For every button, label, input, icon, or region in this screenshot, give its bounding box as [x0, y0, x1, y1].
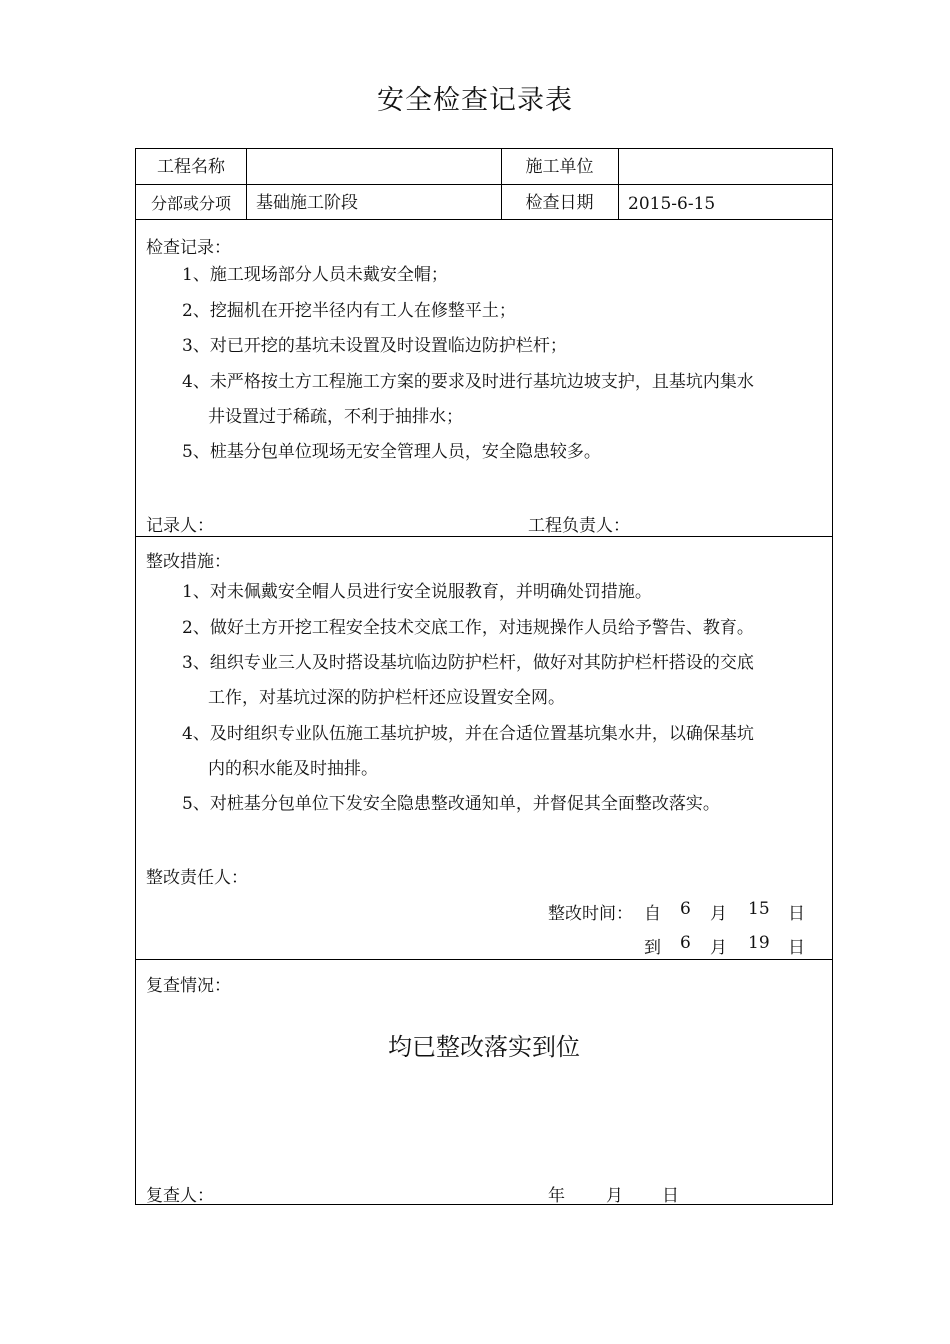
rectification-item: 2、做好土方开挖工程安全技术交底工作，对违规操作人员给予警告、教育。: [182, 618, 754, 638]
check-date-value: 2015-6-15: [628, 194, 716, 214]
day-word: 日: [788, 904, 805, 924]
inspection-item: 5、桩基分包单位现场无安全管理人员，安全隐患较多。: [182, 442, 601, 462]
inspection-item: 4、未严格按土方工程施工方案的要求及时进行基坑边坡支护，且基坑内集水: [182, 372, 754, 392]
responsible-label: 整改责任人：: [146, 868, 248, 888]
page-title: 安全检查记录表: [377, 85, 573, 116]
month-word: 月: [606, 1186, 623, 1206]
inspection-item: 1、施工现场部分人员未戴安全帽；: [182, 265, 448, 285]
row-divider: [136, 219, 832, 220]
inspection-item: 2、挖掘机在开挖半径内有工人在修整平土；: [182, 301, 516, 321]
construction-unit-label: 施工单位: [525, 157, 594, 177]
rectification-item: 1、对未佩戴安全帽人员进行安全说服教育，并明确处罚措施。: [182, 582, 652, 602]
from-month: 6: [680, 899, 691, 919]
row-divider: [136, 536, 832, 537]
rectification-label: 整改措施：: [146, 552, 231, 572]
rectification-item-continuation: 工作，对基坑过深的防护栏杆还应设置安全网。: [208, 688, 565, 708]
to-word: 到: [644, 938, 661, 958]
month-word: 月: [710, 904, 727, 924]
rectification-item: 3、组织专业三人及时搭设基坑临边防护栏杆，做好对其防护栏杆搭设的交底: [182, 653, 754, 673]
inspection-label: 检查记录：: [146, 238, 231, 258]
from-word: 自: [644, 904, 661, 924]
row-divider: [136, 184, 832, 185]
rectification-item: 5、对桩基分包单位下发安全隐患整改通知单，并督促其全面整改落实。: [182, 794, 720, 814]
section-label: 分部或分项: [150, 194, 231, 213]
from-day: 15: [748, 899, 770, 919]
to-month: 6: [680, 933, 691, 953]
rectification-item: 4、及时组织专业队伍施工基坑护坡，并在合适位置基坑集水井，以确保基坑: [182, 724, 754, 744]
time-label: 整改时间：: [548, 904, 633, 924]
reviewer-label: 复查人：: [146, 1186, 214, 1206]
col-divider: [246, 149, 247, 219]
recorder-label: 记录人：: [146, 516, 214, 536]
review-result: 均已整改落实到位: [388, 1033, 580, 1061]
record-table: [135, 148, 833, 1205]
to-day: 19: [748, 933, 770, 953]
day-word: 日: [788, 938, 805, 958]
inspection-item-continuation: 井设置过于稀疏，不利于抽排水；: [208, 407, 463, 427]
year-word: 年: [548, 1186, 565, 1206]
section-value: 基础施工阶段: [256, 193, 358, 213]
manager-label: 工程负责人：: [528, 516, 630, 536]
project-name-label: 工程名称: [157, 157, 225, 177]
inspection-item: 3、对已开挖的基坑未设置及时设置临边防护栏杆；: [182, 336, 567, 356]
day-word: 日: [662, 1186, 679, 1206]
rectification-item-continuation: 内的积水能及时抽排。: [208, 759, 378, 779]
row-divider: [136, 959, 832, 960]
month-word: 月: [710, 938, 727, 958]
col-divider: [618, 149, 619, 219]
review-label: 复查情况：: [146, 976, 231, 996]
check-date-label: 检查日期: [525, 193, 594, 213]
